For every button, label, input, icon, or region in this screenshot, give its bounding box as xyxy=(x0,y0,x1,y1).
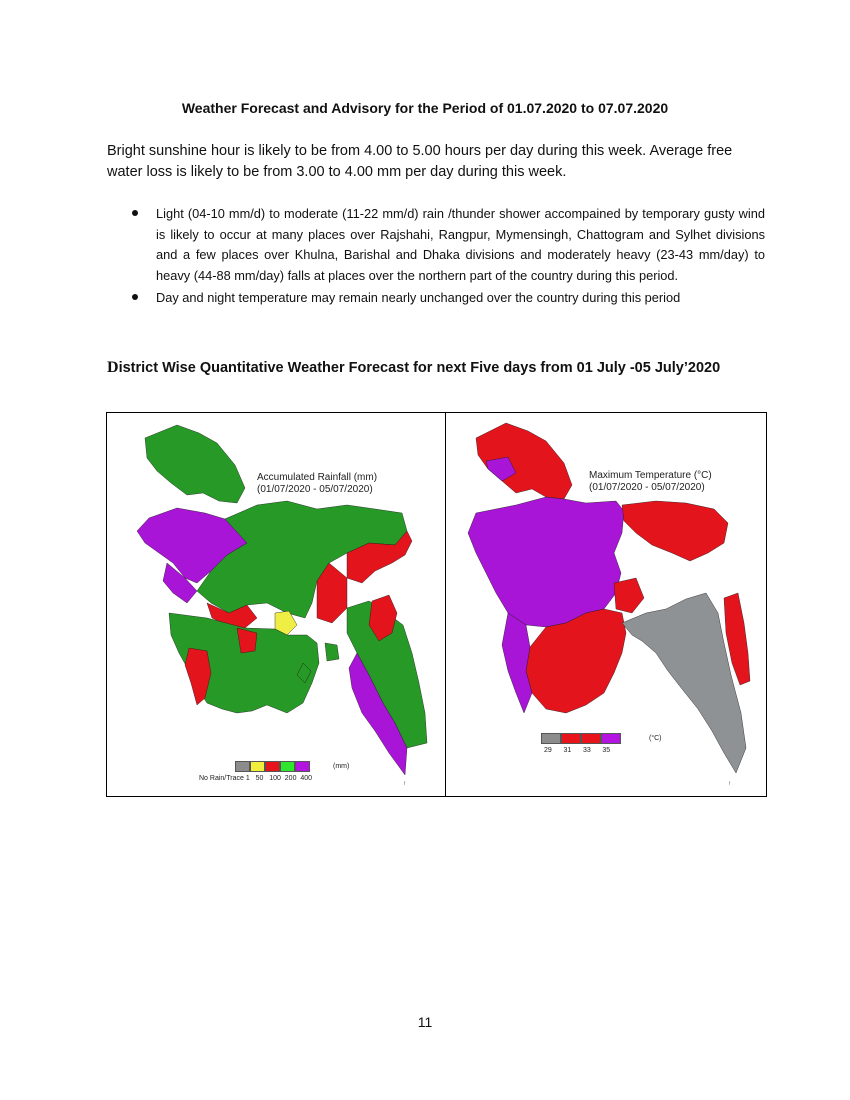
legend-label: 50 xyxy=(255,775,264,782)
rainfall-legend-unit: (mm) xyxy=(333,763,350,770)
temperature-map-region xyxy=(622,501,728,561)
legend-swatch xyxy=(280,761,295,772)
legend-swatch xyxy=(295,761,310,772)
section-title-initial: D xyxy=(107,359,119,376)
section-title xyxy=(107,359,767,377)
list-item xyxy=(107,204,765,286)
map-table xyxy=(106,412,767,797)
rainfall-map-cell xyxy=(107,413,446,796)
advisory-list xyxy=(107,204,765,311)
legend-label: 33 xyxy=(582,747,591,754)
rainfall-map-region xyxy=(325,643,339,661)
temperature-map-title-line: Maximum Temperature (°C) xyxy=(589,470,712,481)
page-number: 11 xyxy=(417,1014,433,1030)
bullet-icon xyxy=(132,294,138,300)
legend-swatch xyxy=(265,761,280,772)
legend-swatch xyxy=(250,761,265,772)
rainfall-map-image xyxy=(107,413,445,796)
legend-swatch xyxy=(581,733,601,744)
temperature-map-title xyxy=(589,470,712,494)
temperature-map-date-range: (01/07/2020 - 05/07/2020) xyxy=(589,482,705,493)
north-arrow-icon: ↑ xyxy=(403,781,406,787)
north-arrow-icon: ↑ xyxy=(728,781,731,787)
rainfall-map-date-range: (01/07/2020 - 05/07/2020) xyxy=(257,484,373,495)
rainfall-map-region xyxy=(145,425,245,503)
bullet-icon xyxy=(132,210,138,216)
legend-label: 100 xyxy=(269,775,281,782)
rainfall-map-title xyxy=(257,472,377,496)
legend-label: 200 xyxy=(284,775,297,782)
list-item xyxy=(107,288,765,309)
legend-swatch xyxy=(561,733,581,744)
legend-label: 35 xyxy=(602,747,611,754)
legend-label: 31 xyxy=(563,747,572,754)
temperature-map-region xyxy=(502,613,532,713)
list-item-text: Day and night temperature may remain nearly unchanged over the country during this period xyxy=(156,290,681,305)
rainfall-legend-labels xyxy=(199,775,312,782)
temperature-map-region xyxy=(468,497,624,627)
legend-swatch xyxy=(541,733,561,744)
intro-paragraph: Bright sunshine hour is likely to be from 4.00 to 5.00 hours per day during this week. Average free water loss is likely to be from 3.00 to 4.00 mm per day during this week. xyxy=(107,143,733,180)
legend-swatch xyxy=(235,761,250,772)
legend-label: 400 xyxy=(300,775,313,782)
page-title: Weather Forecast and Advisory for the Period of 01.07.2020 to 07.07.2020 xyxy=(181,100,669,116)
temperature-legend-unit: (°C) xyxy=(649,735,662,742)
legend-label: 29 xyxy=(544,747,552,754)
rainfall-map-title-line: Accumulated Rainfall (mm) xyxy=(257,472,378,483)
temperature-map-region xyxy=(614,578,644,613)
temperature-legend xyxy=(541,733,621,744)
rainfall-legend xyxy=(235,761,310,772)
section-title-text: istrict Wise Quantitative Weather Forecast for next Five days from 01 July -05 July’2020 xyxy=(118,360,721,376)
legend-label: No Rain/Trace 1 xyxy=(199,775,250,782)
list-item-text: Light (04-10 mm/d) to moderate (11-22 mm/d) rain /thunder shower accompained by temporary gusty wind is likely to occur at many places over Rajshahi, Rangpur, Mymensingh, Chattogram and Sylhet divisions and a few places over Khulna, Barishal and Dhaka divisions and moderately heavy (23-43 mm/day) to heavy (44-88 mm/day) falls at places over the northern part of the country during this period. xyxy=(156,206,765,283)
legend-swatch xyxy=(601,733,621,744)
temperature-map-cell xyxy=(446,413,766,796)
temperature-legend-labels xyxy=(544,747,610,754)
